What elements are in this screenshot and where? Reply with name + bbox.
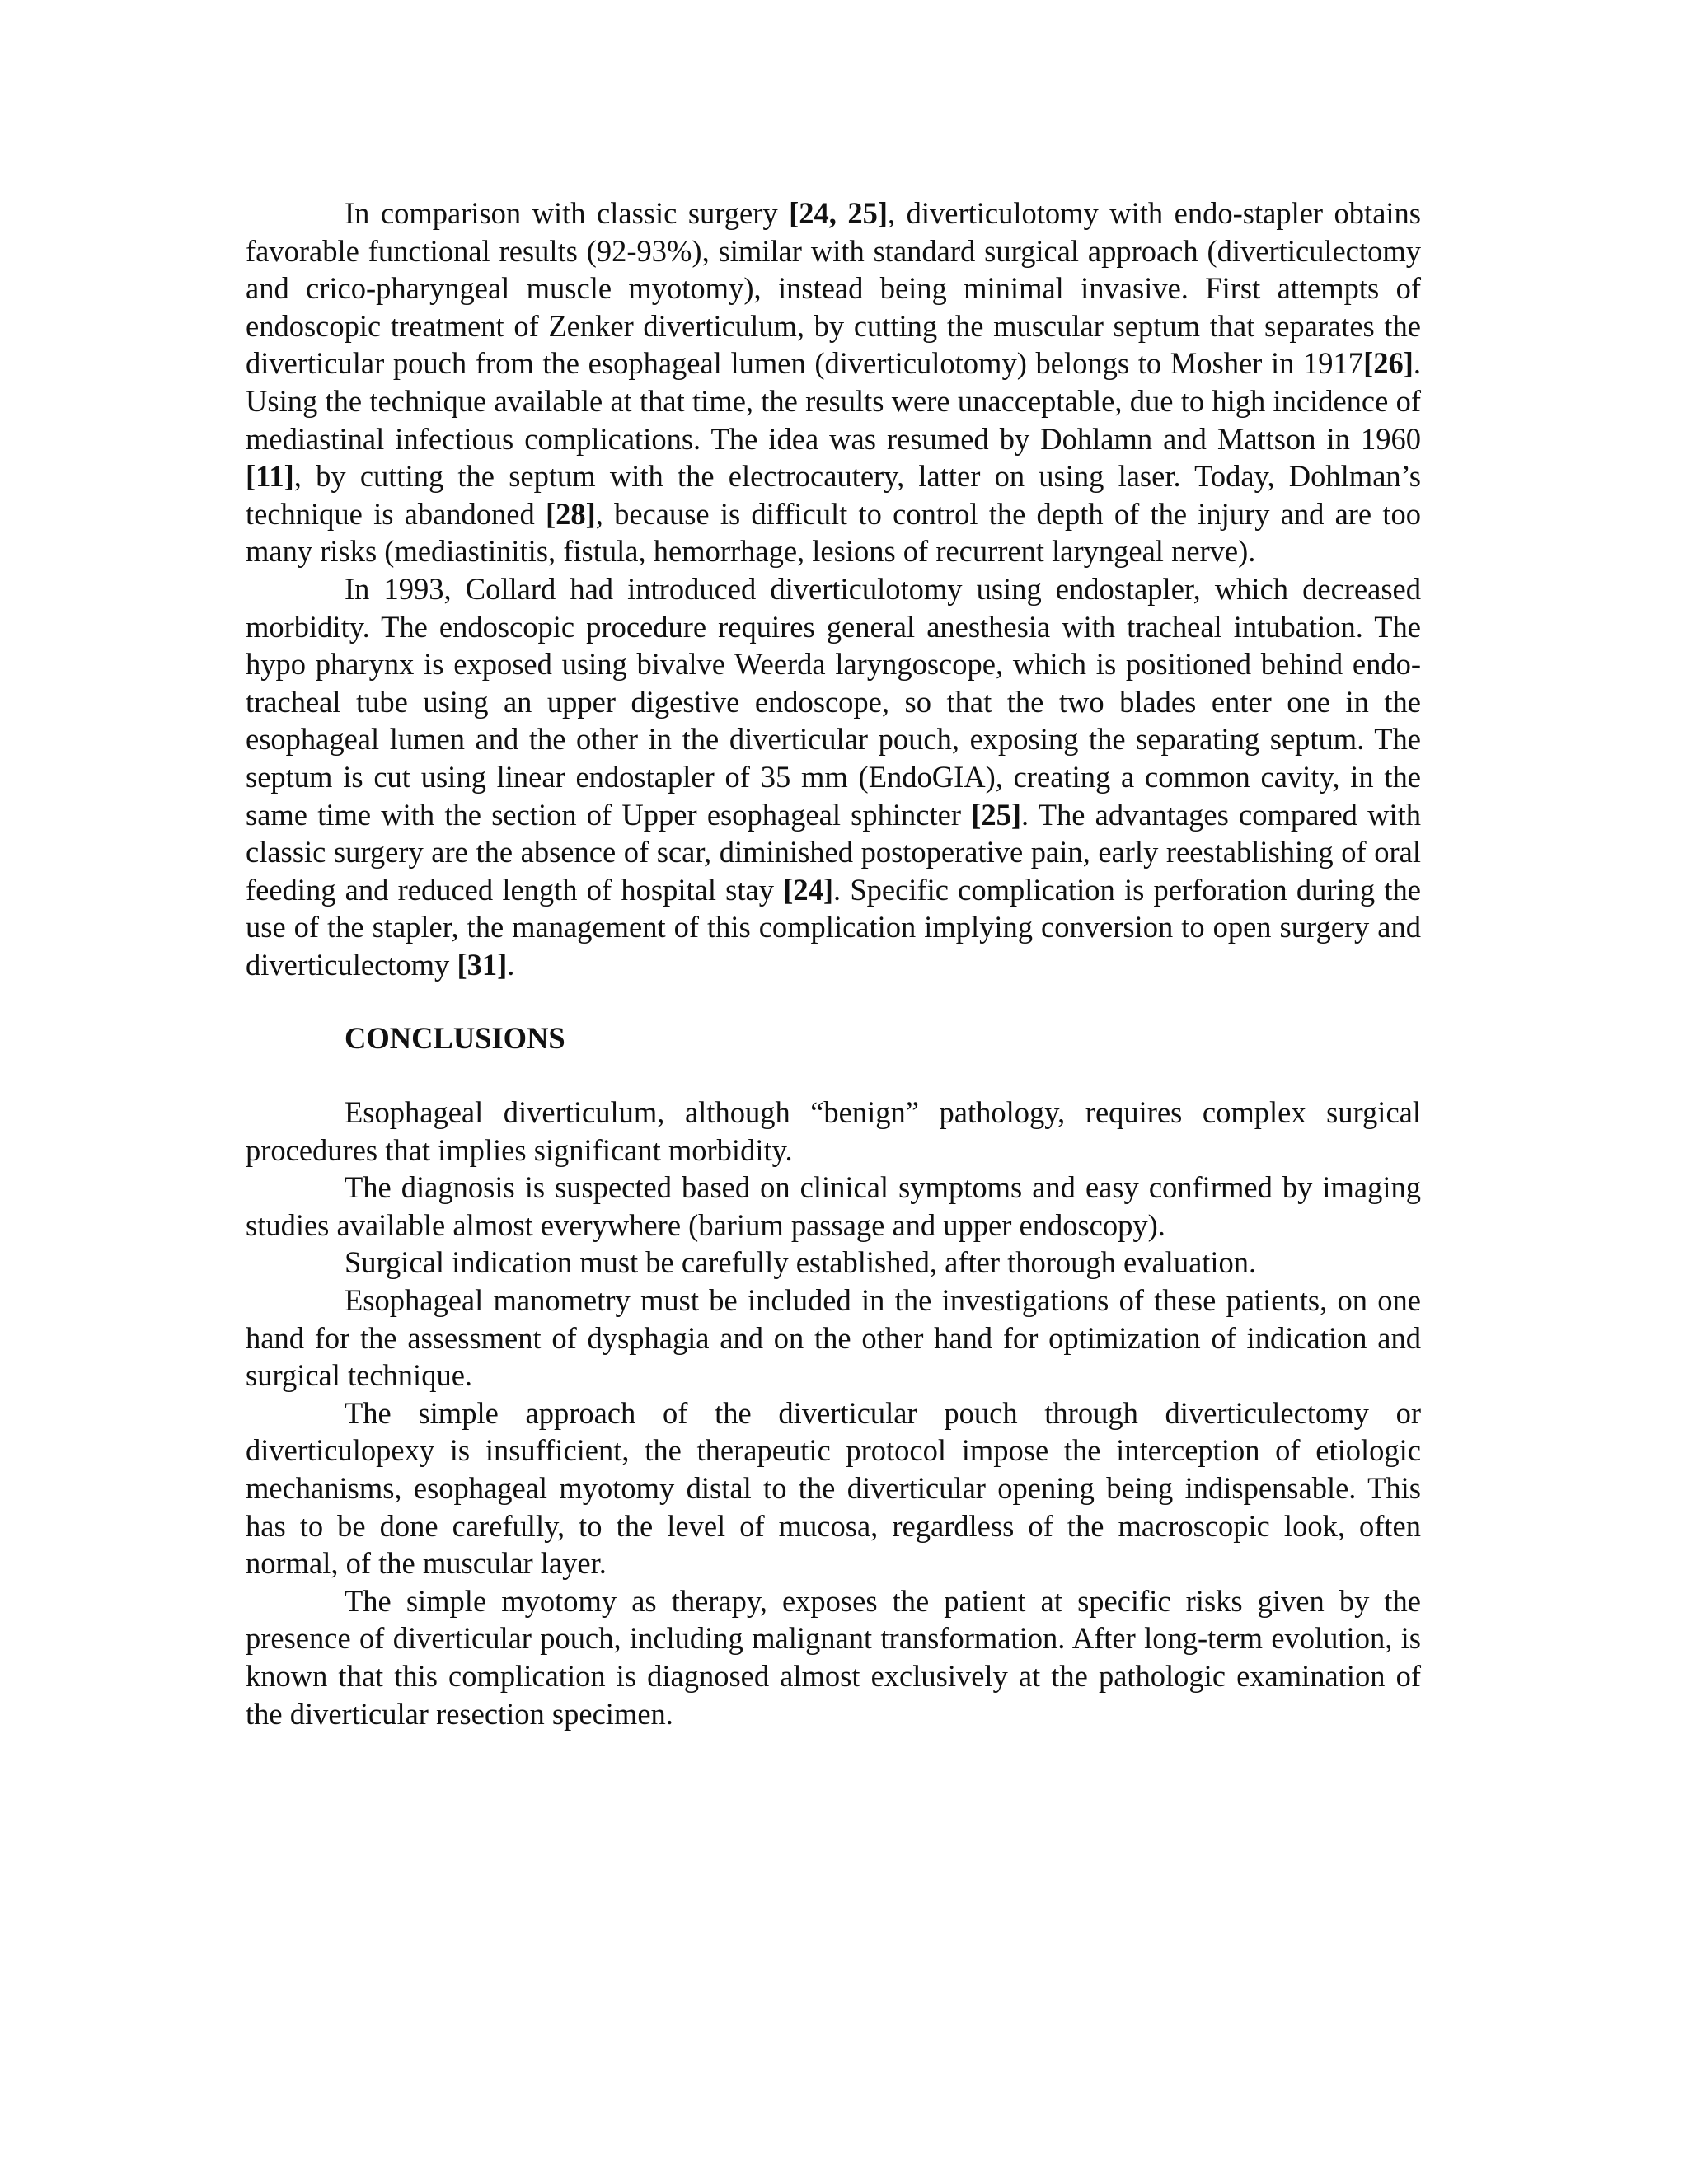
conclusion-paragraph-3: Surgical indication must be carefully established, after thorough evaluation. xyxy=(345,1245,1257,1280)
text-run: , by cutting the septum with the electrocautery, latter on using laser. Today, Dohlman’s technique is abandoned xyxy=(246,459,1421,531)
conclusion-paragraph-1: Esophageal diverticulum, although “benign” pathology, requires complex surgical procedures that implies significant morbidity. xyxy=(246,1095,1421,1167)
citation-31: [31] xyxy=(457,947,508,982)
text-run: . Specific complication is perforation during the use of the stapler, the management of this complication implying conversion to open surgery and diverticulectomy xyxy=(246,872,1421,982)
citation-26: [26] xyxy=(1363,346,1414,381)
conclusion-paragraph-4: Esophageal manometry must be included in the investigations of these patients, on one hand for the assessment of dysphagia and on the other hand for optimization of indication and surgical technique. xyxy=(246,1283,1421,1393)
text-run: , diverticulotomy with endo-stapler obtains favorable functional results (92-93%), similar with standard surgical approach (diverticulectomy and crico-pharyngeal muscle myotomy), instead being minimal invasive. First attempts of endoscopic treatment of Zenker diverticulum, by cutting the muscular septum that separates the diverticular pouch from the esophageal lumen (diverticulotomy) belongs to Mosher in 1917 xyxy=(246,196,1421,381)
conclusion-paragraph-2: The diagnosis is suspected based on clinical symptoms and easy confirmed by imaging studies available almost everywhere (barium passage and upper endoscopy). xyxy=(246,1170,1421,1242)
text-run: . xyxy=(507,947,515,982)
citation-28: [28] xyxy=(545,496,596,531)
conclusions-heading: CONCLUSIONS xyxy=(345,1021,565,1056)
conclusion-paragraph-6: The simple myotomy as therapy, exposes the patient at specific risks given by the presence of diverticular pouch, including malignant transformation. After long-term evolution, is known that this complication is diagnosed almost exclusively at the pathologic examination of the diverticular resection specimen. xyxy=(246,1583,1421,1731)
discussion-paragraph-2 xyxy=(246,570,1421,984)
text-run: . The advantages compared with classic surgery are the absence of scar, diminished postoperative pain, early reestablishing of oral feeding and reduced length of hospital stay xyxy=(246,797,1422,907)
text-run: In comparison with classic surgery xyxy=(345,196,790,230)
citation-24: [24] xyxy=(783,872,834,907)
conclusion-paragraph-5: The simple approach of the diverticular pouch through diverticulectomy or diverticulopexy is insufficient, the therapeutic protocol impose the interception of etiologic mechanisms, esophageal myotomy distal to the diverticular opening being indispensable. This has to be done carefully, to the level of mucosa, regardless of the macroscopic look, often normal, of the muscular layer. xyxy=(246,1395,1421,1581)
citation-11: [11] xyxy=(246,459,294,494)
text-run: . Using the technique available at that time, the results were unacceptable, due to high incidence of mediastinal infectious complications. The idea was resumed by Dohlamn and Mattson in 1960 xyxy=(246,346,1421,456)
text-run: In 1993, Collard had introduced diverticulotomy using endostapler, which decreased morbidity. The endoscopic procedure requires general anesthesia with tracheal intubation. The hypo pharynx is exposed using bivalve Weerda laryngoscope, which is positioned behind endo-tracheal tube using an upper digestive endoscope, so that the two blades enter one in the esophageal lumen and the other in the diverticular pouch, exposing the separating septum. The septum is cut using linear endostapler of 35 mm (EndoGIA), creating a common cavity, in the same time with the section of Upper esophageal sphincter xyxy=(246,571,1421,832)
citation-25: [25] xyxy=(971,797,1022,832)
document-page xyxy=(246,194,1421,1732)
text-run: , because is difficult to control the depth of the injury and are too many risks (mediastinitis, fistula, hemorrhage, lesions of recurrent laryngeal nerve). xyxy=(246,496,1421,569)
citation-24-25: [24, 25] xyxy=(789,196,889,230)
discussion-paragraph-1 xyxy=(246,194,1421,570)
